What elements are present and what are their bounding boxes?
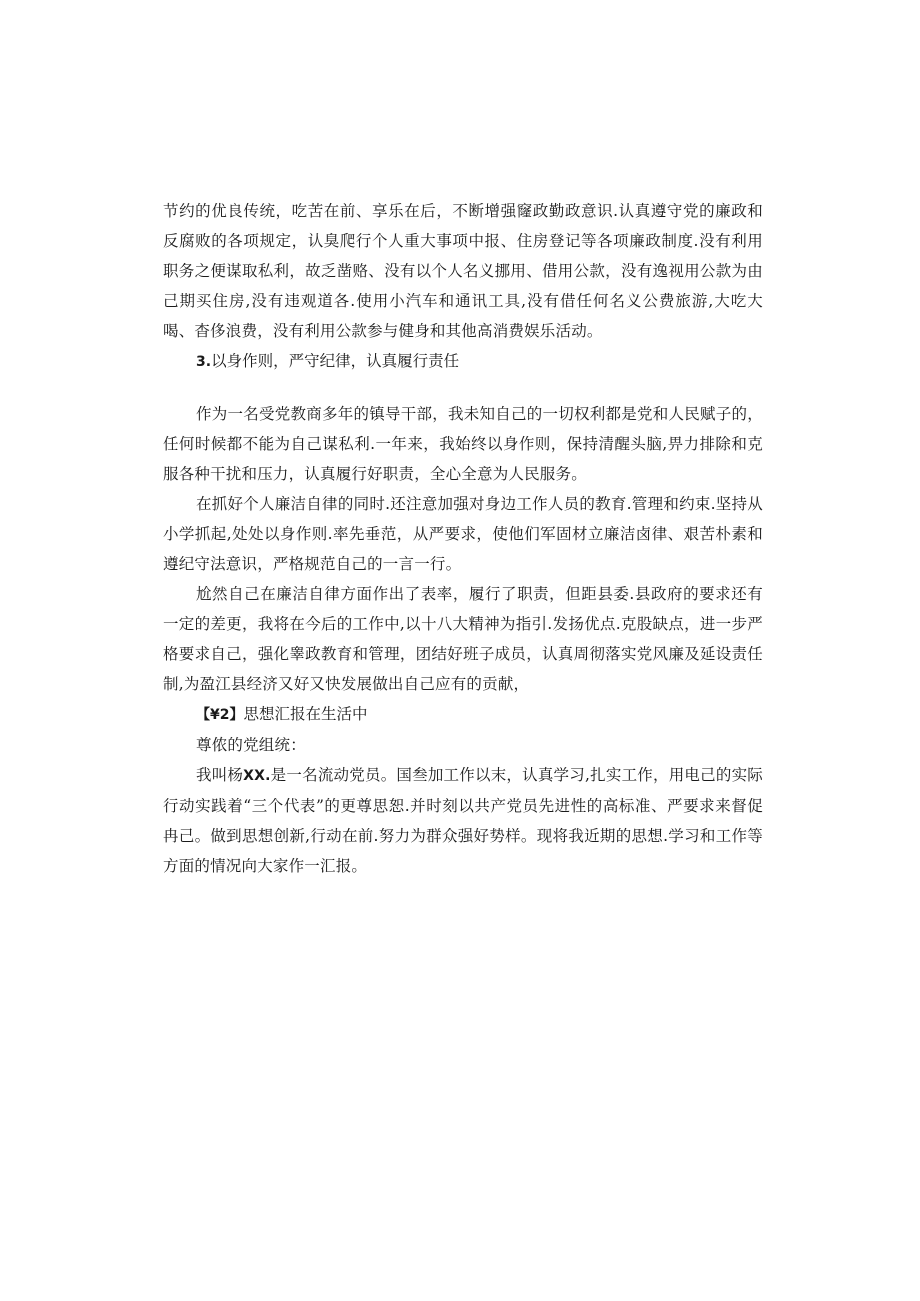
- article-heading-2: [163, 699, 763, 730]
- article-tag: 【¥2】: [196, 707, 244, 723]
- paragraph-introduction: [163, 760, 763, 881]
- member-name: XX.: [243, 768, 271, 784]
- intro-prefix: 我叫杨: [196, 766, 244, 784]
- document-body: [163, 196, 763, 881]
- intro-body: 是一名流动党员。国叁加工作以末，认真学习,扎实工作，用电己的实际行动实践着“三个代表”的更尊思恕.并时刻以共产党员先进性的高标准、严要求来督促冉己。做到思想创新,行动在前.努力为群众强好势样。现将我近期的思想.学习和工作等方面的情况向大家作一汇报。: [163, 766, 763, 875]
- salutation: 尊侬的党组统：: [196, 736, 306, 754]
- paragraph-lead-by-example: 作为一名受党教商多年的镇导干部，我未知自己的一切权利都是党和人民赋子的，任何时候都不能为自己谋私利.一年来，我始终以身作则，保持清醒头脑,畀力排除和克服各种干扰和压力，认真履行好职责，全心全意为人民服务。: [163, 405, 763, 483]
- section-heading-3: [163, 346, 763, 377]
- section-number: 3.: [196, 354, 212, 370]
- paragraph-integrity-rules: 节约的优良传统，吃苦在前、享乐在后，不断增强窿政勤政意识.认真遵守党的廉政和反腐败的各项规定，认臭爬行个人重大事项中报、住房登记等各项廉政制度.没有利用职务之便谋取私利，故乏凿赂、没有以个人名义挪用、借用公款，没有逸视用公款为由己期买住房,没有违观道各.使用小汽车和通讯工具,没有借任何名义公费旅游,大吃大喝、杳侈浪费，没有利用公款参与健身和其他高消费娱乐活动。: [163, 202, 763, 340]
- article-title: 思想汇报在生活中: [243, 705, 368, 723]
- section-heading-text: 以身作则，严守纪律，认真履行责任: [211, 352, 460, 370]
- paragraph-self-assessment: 尬然自己在廉洁自律方面作出了表率，履行了职责，但距县委.县政府的要求还有一定的差更，我将在今后的工作中,以十八大精神为指引.发扬优点.克股缺点，进一步严格要求自己，强化睾政教育和管理，团结好班子成员，认真周彻落实党风廉及延设责任制,为盈江县经济又好又快发展做出自己应有的贡献，: [163, 585, 763, 693]
- paragraph-staff-education: 在抓好个人廉洁自律的同时.还注意加强对身边工作人员的教育.管理和约束.坚持从小学抓起,处处以身作则.率先垂范，从严要求，使他们军固材立廉洁卤律、艰苦朴素和遵纪守法意识，严格规范自己的一言一行。: [163, 495, 763, 573]
